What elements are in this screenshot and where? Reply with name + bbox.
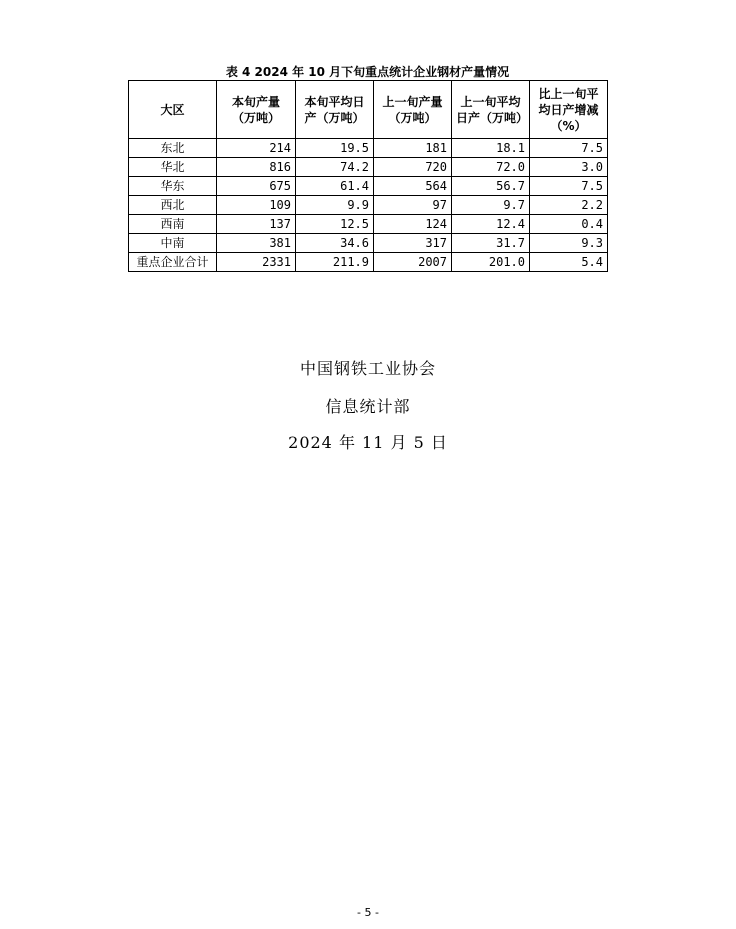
previous-output-cell: 317 xyxy=(374,234,452,253)
previous-daily-avg-cell: 18.1 xyxy=(452,139,530,158)
previous-daily-avg-cell: 12.4 xyxy=(452,215,530,234)
region-cell: 西南 xyxy=(129,215,217,234)
table-title: 表 4 2024 年 10 月下旬重点统计企业钢材产量情况 xyxy=(225,65,510,79)
previous-output-cell: 124 xyxy=(374,215,452,234)
header-daily-avg-change: 比上一旬平均日产增减（%） xyxy=(530,81,608,139)
previous-output-cell: 181 xyxy=(374,139,452,158)
current-daily-avg-cell: 74.2 xyxy=(296,158,374,177)
previous-daily-avg-cell: 201.0 xyxy=(452,253,530,272)
signature-date: 2024 年 11 月 5 日 xyxy=(288,433,448,452)
header-previous-output: 上一旬产量（万吨） xyxy=(374,81,452,139)
region-cell: 重点企业合计 xyxy=(129,253,217,272)
table-row xyxy=(129,234,608,253)
production-table xyxy=(128,80,608,272)
table-row xyxy=(129,139,608,158)
change-cell: 3.0 xyxy=(530,158,608,177)
table-total-row xyxy=(129,253,608,272)
change-cell: 0.4 xyxy=(530,215,608,234)
change-cell: 7.5 xyxy=(530,177,608,196)
change-cell: 5.4 xyxy=(530,253,608,272)
region-cell: 中南 xyxy=(129,234,217,253)
previous-daily-avg-cell: 72.0 xyxy=(452,158,530,177)
table-row xyxy=(129,215,608,234)
header-current-output: 本旬产量（万吨） xyxy=(217,81,296,139)
change-cell: 9.3 xyxy=(530,234,608,253)
current-output-cell: 137 xyxy=(217,215,296,234)
previous-daily-avg-cell: 9.7 xyxy=(452,196,530,215)
current-output-cell: 675 xyxy=(217,177,296,196)
previous-output-cell: 2007 xyxy=(374,253,452,272)
current-output-cell: 214 xyxy=(217,139,296,158)
previous-output-cell: 564 xyxy=(374,177,452,196)
table-row xyxy=(129,158,608,177)
change-cell: 2.2 xyxy=(530,196,608,215)
current-daily-avg-cell: 12.5 xyxy=(296,215,374,234)
region-cell: 华北 xyxy=(129,158,217,177)
signature-organization: 中国钢铁工业协会 xyxy=(299,359,436,378)
previous-daily-avg-cell: 31.7 xyxy=(452,234,530,253)
current-daily-avg-cell: 211.9 xyxy=(296,253,374,272)
current-output-cell: 381 xyxy=(217,234,296,253)
header-region: 大区 xyxy=(129,81,217,139)
table-row xyxy=(129,196,608,215)
current-daily-avg-cell: 9.9 xyxy=(296,196,374,215)
current-daily-avg-cell: 19.5 xyxy=(296,139,374,158)
region-cell: 华东 xyxy=(129,177,217,196)
current-output-cell: 2331 xyxy=(217,253,296,272)
header-previous-daily-avg: 上一旬平均日产（万吨） xyxy=(452,81,530,139)
previous-output-cell: 720 xyxy=(374,158,452,177)
change-cell: 7.5 xyxy=(530,139,608,158)
table-header-row xyxy=(129,81,608,139)
current-output-cell: 816 xyxy=(217,158,296,177)
current-output-cell: 109 xyxy=(217,196,296,215)
current-daily-avg-cell: 61.4 xyxy=(296,177,374,196)
previous-daily-avg-cell: 56.7 xyxy=(452,177,530,196)
region-cell: 西北 xyxy=(129,196,217,215)
table-row xyxy=(129,177,608,196)
current-daily-avg-cell: 34.6 xyxy=(296,234,374,253)
signature-department: 信息统计部 xyxy=(325,397,411,416)
previous-output-cell: 97 xyxy=(374,196,452,215)
page-number: - 5 - xyxy=(357,906,379,919)
header-current-daily-avg: 本旬平均日产（万吨） xyxy=(296,81,374,139)
region-cell: 东北 xyxy=(129,139,217,158)
